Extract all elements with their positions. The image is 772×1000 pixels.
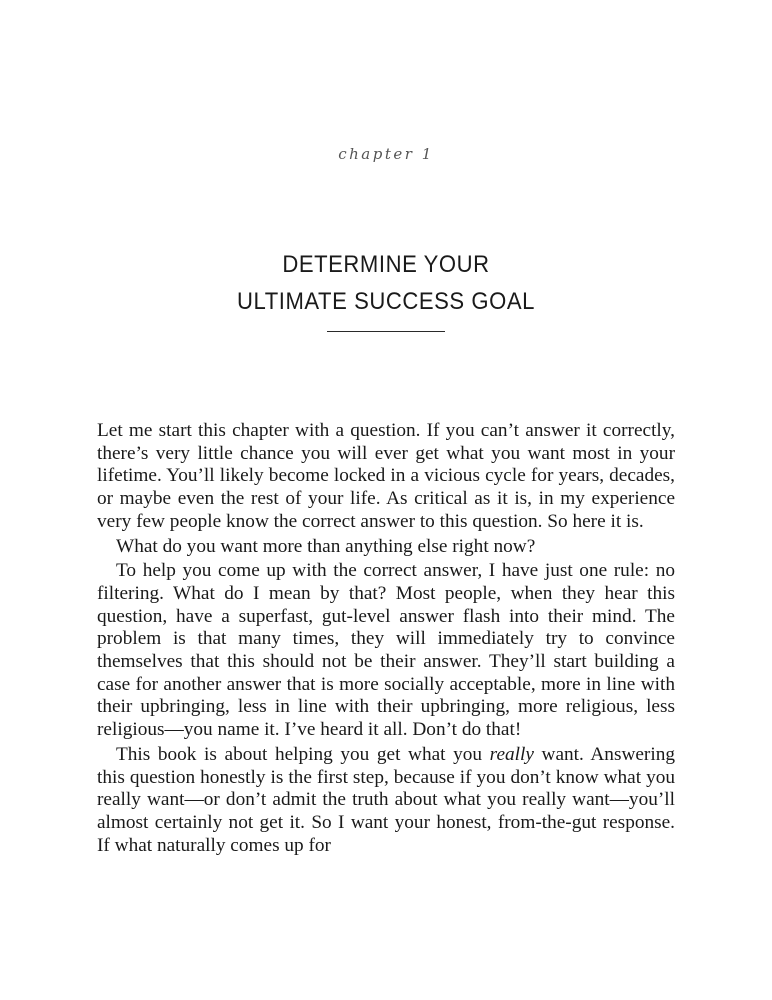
chapter-title-line-1: DETERMINE YOUR bbox=[282, 251, 490, 278]
paragraph-4-emphasis: really bbox=[489, 743, 534, 765]
paragraph-3: To help you come up with the correct answer, I have just one rule: no filtering. What do I mean by that? Most people, when they hear this question, have a superfast, gut-level answer flash into their mind. The problem is that many times, they will immediately try to convince themselves that this should not be their answer. They’ll start building a case for another answer that is more socially acceptable, more in line with their upbringing, less in line with their upbringing, more religious, less religious—you name it. I’ve heard it all. Don’t do that! bbox=[97, 560, 675, 741]
paragraph-4 bbox=[97, 744, 675, 858]
chapter-title-line-2: ULTIMATE SUCCESS GOAL bbox=[237, 288, 535, 315]
chapter-title bbox=[31, 246, 741, 320]
paragraph-1: Let me start this chapter with a question. If you can’t answer it correctly, there’s very little chance you will ever get what you want most in your lifetime. You’ll likely become locked in a vicious cycle for years, decades, or maybe even the rest of your life. As critical as it is, in my experience very few people know the correct answer to this question. So here it is. bbox=[97, 420, 675, 532]
chapter-body bbox=[97, 420, 675, 857]
chapter-number-label: chapter 1 bbox=[338, 145, 434, 163]
paragraph-4-text-end: want. Answering this question honestly is the first step, because if you don’t know what you really want—or don’t admit the truth about what you really want—you’ll almost certainly not get it. So I want your honest, from-the-gut response. If what naturally comes up for bbox=[97, 743, 675, 856]
title-divider bbox=[327, 331, 445, 332]
paragraph-4-text-start: This book is about helping you get what you bbox=[116, 743, 490, 765]
paragraph-2: What do you want more than anything else right now? bbox=[116, 535, 536, 557]
